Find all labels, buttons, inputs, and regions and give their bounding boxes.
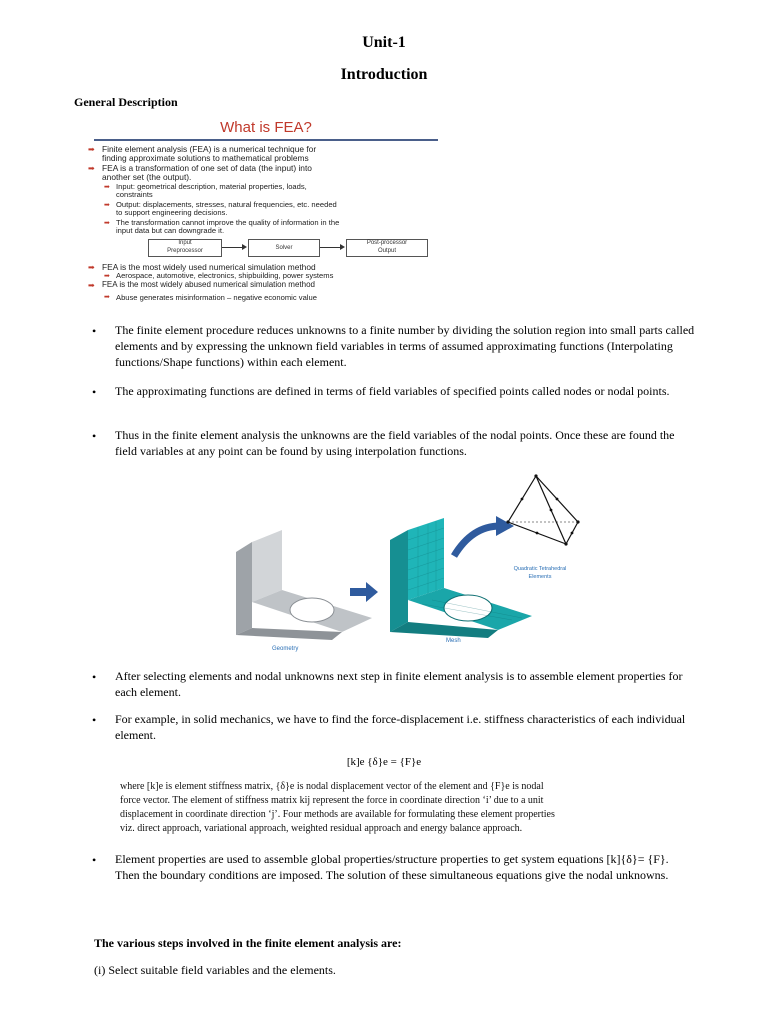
slide-line: Input: geometrical description, material properties, loads, (116, 182, 307, 191)
slide-line: Finite element analysis (FEA) is a numerical technique for (102, 144, 317, 154)
slide-arrow-icon: ➡ (104, 219, 110, 227)
tetra-label: Elements (528, 574, 552, 580)
equation-note-line: force vector. The element of stiffness matrix kij represent the force in coordinate direction ‘i’ due to a unit (120, 795, 544, 806)
paragraph: Thus in the finite element analysis the unknowns are the field variables of the nodal points. Once these are found the field variables at any point can be found by using interpolation functions. (115, 428, 675, 458)
slide-arrow-icon: ➡ (88, 263, 95, 272)
paragraph: The finite element procedure reduces unknowns to a finite number by dividing the solution region into small parts called elements and by expressing the unknown field variables in terms of assumed approximating functions (Interpolating functions/Shape functions) within each element. (115, 323, 695, 369)
slide-line: FEA is the most widely used numerical simulation method (102, 262, 316, 272)
bullet-marker: • (92, 713, 97, 727)
slide-line: constraints (116, 190, 153, 199)
steps-heading: The various steps involved in the finite element analysis are: (94, 936, 402, 950)
slide-title: What is FEA? (220, 119, 312, 136)
slide-underline (94, 139, 438, 141)
slide-line: FEA is a transformation of one set of data (the input) into (102, 163, 312, 173)
bullet-marker: • (92, 670, 97, 684)
flow-solver-box: Solver (248, 239, 320, 257)
slide-arrow-icon: ➡ (88, 164, 95, 173)
tetra-label: Quadratic Tetrahedral (513, 566, 567, 572)
section-heading: General Description (74, 95, 178, 109)
stiffness-equation: [k]e {δ}e = {F}e (346, 756, 422, 768)
flow-output-box (346, 239, 428, 257)
slide-line: Aerospace, automotive, electronics, shipbuilding, power systems (116, 271, 334, 280)
slide-line: another set (the output). (102, 172, 192, 182)
slide-line: Output: displacements, stresses, natural frequencies, etc. needed (116, 200, 337, 209)
slide-arrow-icon: ➡ (104, 293, 110, 301)
slide-line: The transformation cannot improve the quality of information in the (116, 218, 340, 227)
right-arrow-icon (350, 582, 378, 602)
flow-arrow-icon (222, 247, 244, 248)
paragraph: The approximating functions are defined in terms of field variables of specified points called nodes or nodal points. (115, 384, 670, 398)
equation-note-line: displacement in coordinate direction ‘j’. Four methods are available for formulating these element properties (120, 809, 555, 820)
fea-slide-image (80, 115, 452, 290)
slide-line: Abuse generates misinformation – negative economic value (116, 293, 317, 302)
bullet-marker: • (92, 324, 97, 338)
bullet-marker: • (92, 853, 97, 867)
flow-input-label: Input (178, 240, 192, 246)
equation-note-line: where [k]e is element stiffness matrix, {δ}e is nodal displacement vector of the element and {F}e is nodal (120, 781, 544, 792)
fea-mesh-figure (232, 470, 594, 658)
unit-title: Unit-1 (362, 34, 406, 51)
slide-line: FEA is the most widely abused numerical simulation method (102, 280, 315, 289)
paragraph: For example, in solid mechanics, we have to find the force-displacement i.e. stiffness characteristics of each individual element. (115, 712, 686, 742)
slide-line: to support engineering decisions. (116, 208, 228, 217)
flow-preprocessor-label: Preprocessor (167, 247, 203, 254)
curved-arrow-head-icon (496, 516, 514, 536)
flow-arrow-icon (320, 247, 342, 248)
steps-item: (i) Select suitable field variables and the elements. (94, 963, 336, 977)
flow-output-label: Output (377, 247, 396, 254)
slide-arrow-icon: ➡ (104, 272, 110, 280)
mesh-shape (390, 518, 532, 638)
equation-note-line: viz. direct approach, variational approach, weighted residual approach and energy balance approach. (120, 823, 523, 834)
slide-line: input data but can downgrade it. (116, 226, 225, 235)
paragraph: Element properties are used to assemble global properties/structure properties to get system equations [k]{δ}= {F}. Then the boundary conditions are imposed. The solution of these simultaneous equations give the nodal unknowns. (115, 852, 669, 882)
geometry-label: Geometry (272, 646, 299, 652)
tetrahedron-shape (508, 476, 578, 544)
flow-input-box (148, 239, 222, 257)
slide-line: finding approximate solutions to mathematical problems (102, 153, 309, 163)
bullet-marker: • (92, 429, 97, 443)
geometry-shape (236, 530, 372, 640)
slide-arrow-icon: ➡ (104, 183, 110, 191)
slide-arrow-icon: ➡ (88, 281, 95, 290)
curved-arrow-icon (454, 526, 500, 556)
page-title: Introduction (340, 66, 428, 83)
flow-postprocessor-label: Post-processor (366, 240, 408, 246)
bullet-marker: • (92, 385, 97, 399)
slide-arrow-icon: ➡ (104, 201, 110, 209)
slide-arrow-icon: ➡ (88, 145, 95, 154)
paragraph: After selecting elements and nodal unknowns next step in finite element analysis is to assemble element properties for each element. (115, 669, 683, 699)
mesh-label: Mesh (446, 638, 461, 644)
